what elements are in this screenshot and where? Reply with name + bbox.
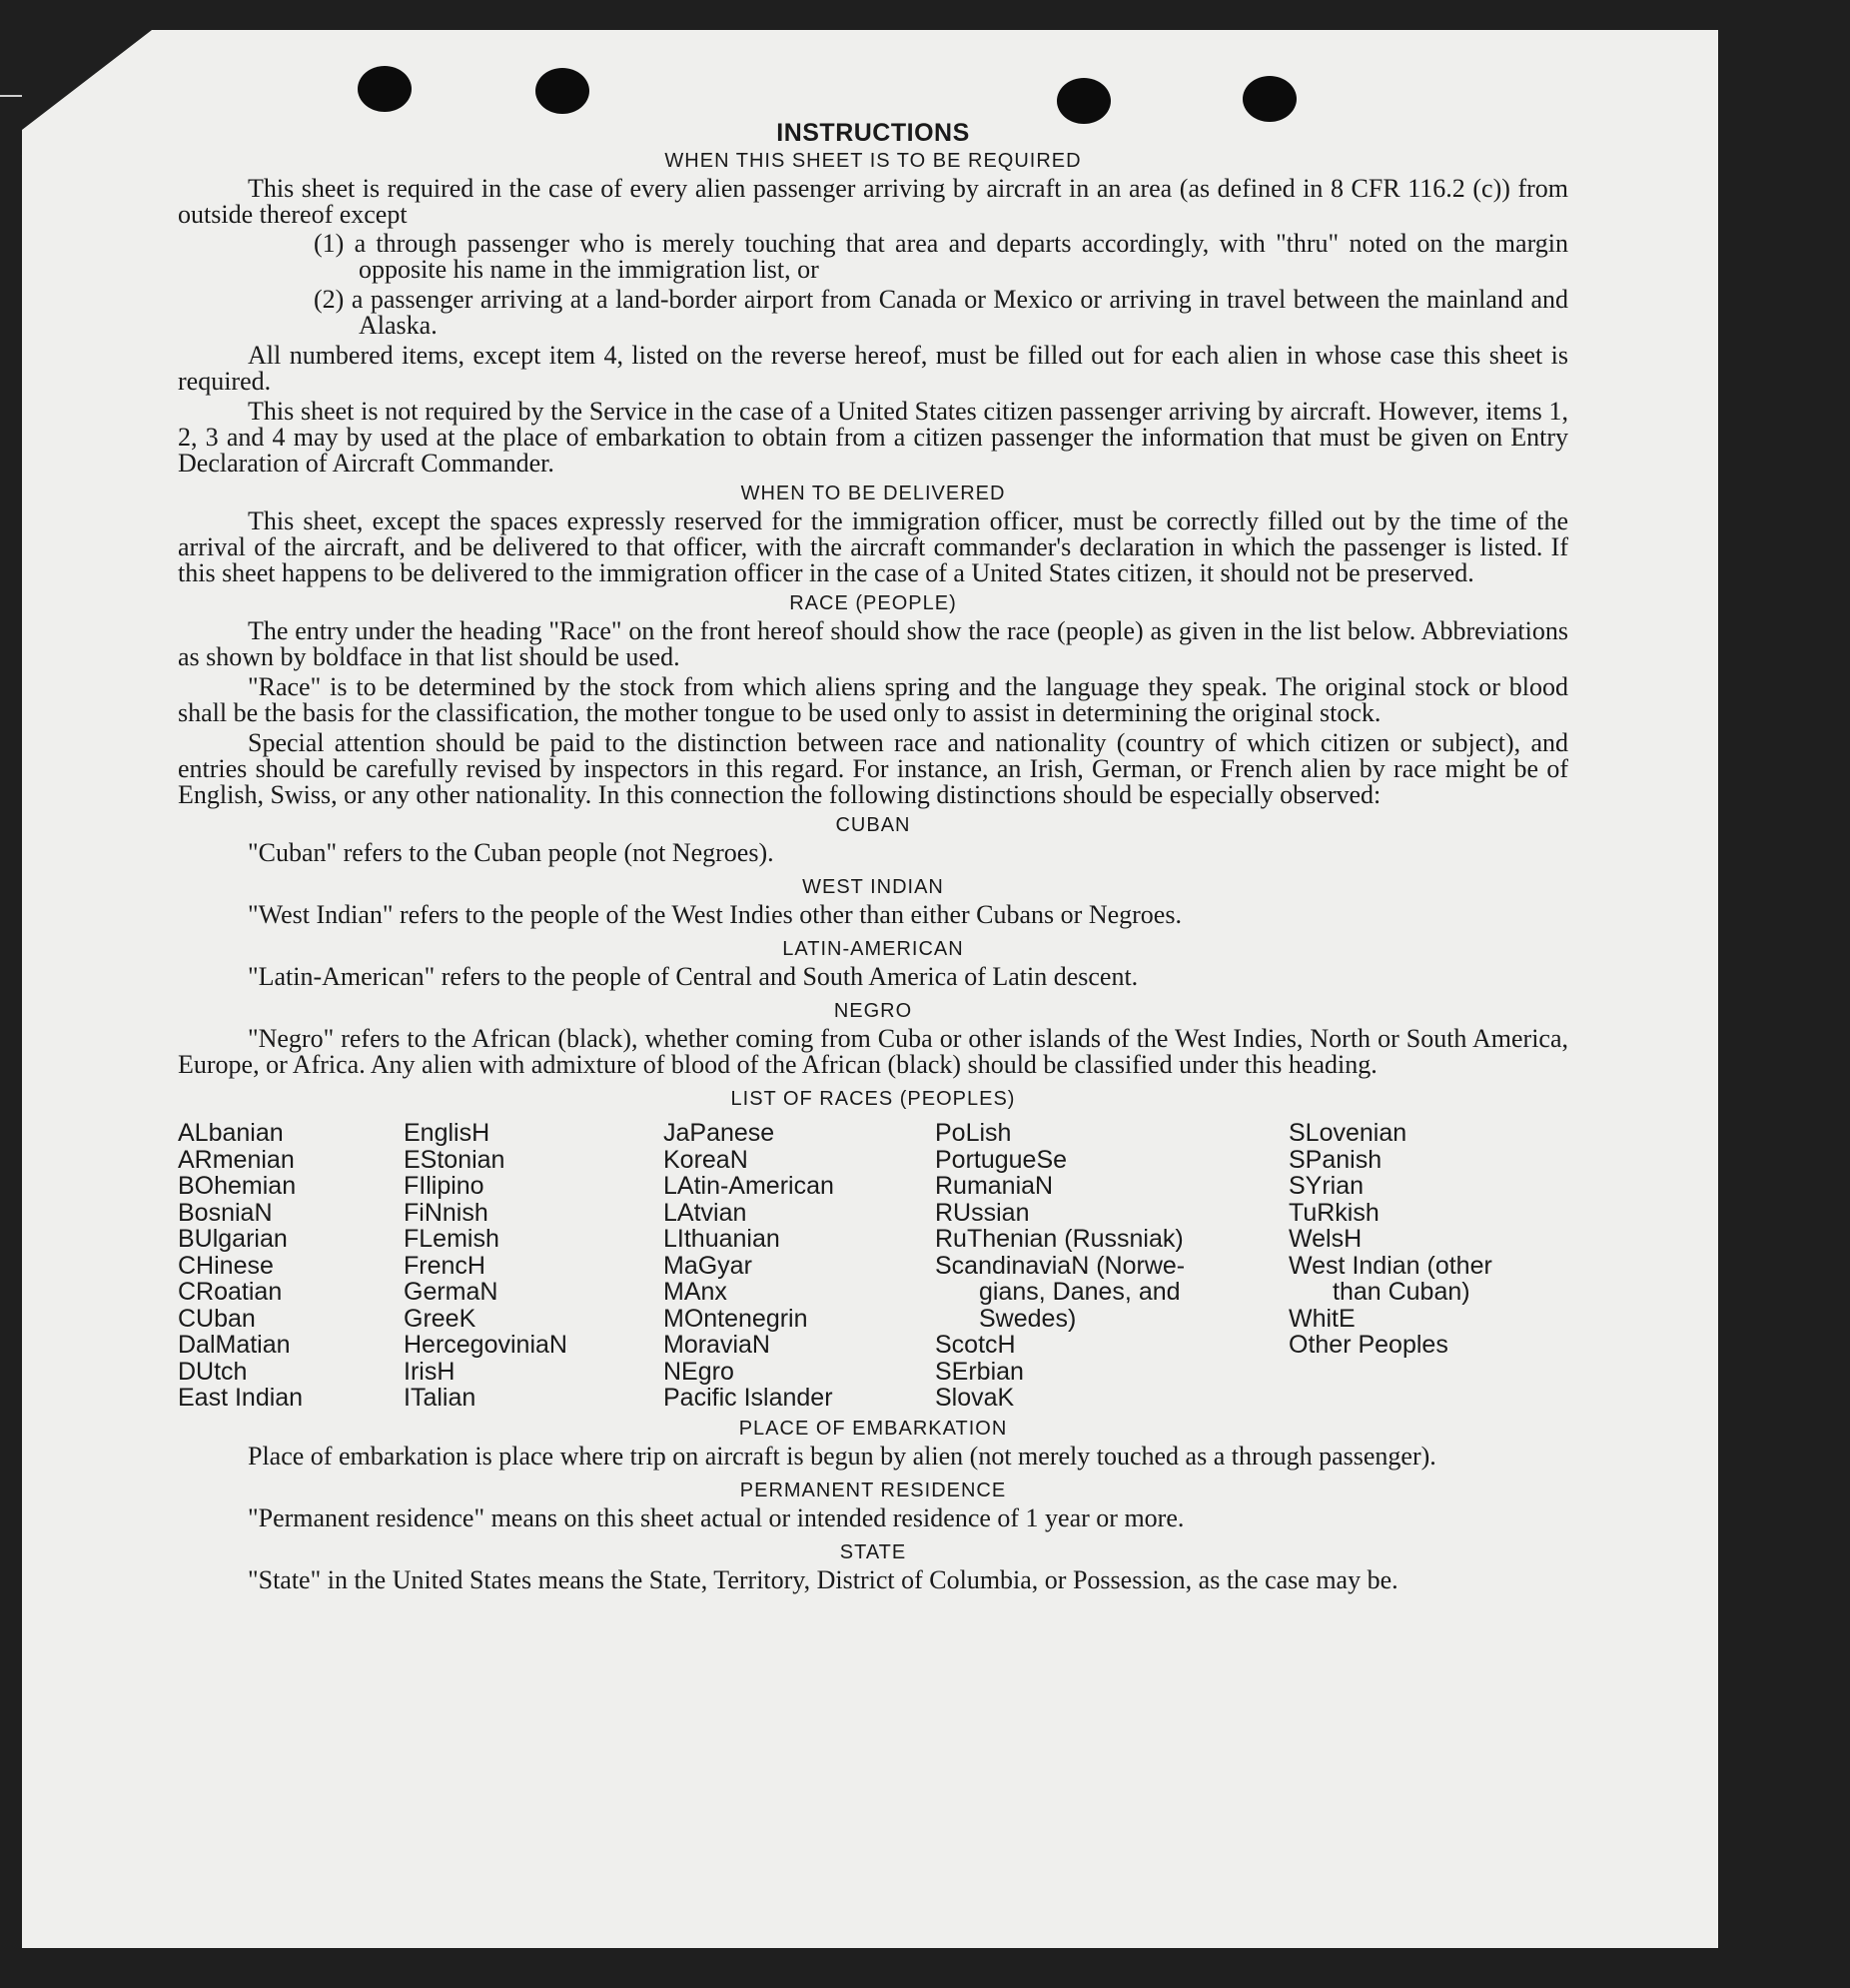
race-entry: CRoatian [178,1278,283,1306]
race-entry: PortugueSe [935,1145,1068,1174]
race-list [178,1120,1568,1412]
punch-hole [358,66,412,112]
paragraph: "Latin-American" refers to the people of Central and South America of Latin descent. [248,962,1139,991]
race-entry: Pacific Islander [663,1384,833,1412]
race-column [1289,1120,1568,1412]
heading-latin-american: LATIN-AMERICAN [782,938,964,960]
race-entry: CUban [178,1304,256,1333]
paragraph: All numbered items, except item 4, listed on the reverse hereof, must be filled out for each alien in whose case this sheet is required. [178,341,1568,396]
race-entry: NEgro [663,1357,734,1386]
race-column [178,1120,404,1412]
race-entry: RuThenian (Russniak) [935,1225,1184,1253]
race-entry: Swedes) [979,1304,1077,1333]
heading-negro: NEGRO [833,1000,913,1022]
race-entry: RUssian [935,1198,1030,1227]
race-entry: MOntenegrin [663,1304,808,1333]
race-entry: PoLish [935,1119,1012,1147]
race-entry: ARmenian [178,1145,295,1174]
paragraph: This sheet is required in the case of every alien passenger arriving by aircraft in an area (as defined in 8 CFR 116.2 (c)) from outside thereof except [178,174,1568,229]
race-entry: ScotcH [935,1331,1016,1359]
race-entry: CHinese [178,1251,274,1280]
paragraph: This sheet is not required by the Service in the case of a United States citizen passenger arriving by aircraft. However, items 1, 2, 3 and 4 may by used at the place of embarkation to obtain from a citizen passenger the information that must be given on Entry Declaration of Aircraft Commander. [178,397,1568,478]
heading-list-of-races: LIST OF RACES (PEOPLES) [730,1088,1016,1110]
race-entry: SlovaK [935,1384,1015,1412]
race-entry: SErbian [935,1357,1024,1386]
instructions-content [178,118,1568,1593]
paragraph: "West Indian" refers to the people of the West Indies other than either Cubans or Negroes. [248,900,1182,929]
margin-mark [0,95,22,97]
race-entry: EnglisH [404,1119,490,1147]
race-entry: BosniaN [178,1198,273,1227]
race-entry: LAtin-American [663,1172,834,1200]
race-entry: gians, Danes, and [979,1278,1181,1306]
paragraph: "Negro" refers to the African (black), whether coming from Cuba or other islands of the West Indies, North or South America, Europe, or Africa. Any alien with admixture of blood of the African (black) should be classified under this heading. [178,1024,1568,1079]
scan-border [1718,0,1850,1988]
exception-item: (1) a through passenger who is merely touching that area and departs accordingly, with "thru" noted on the margin opposite his name in the immigration list, or [314,229,1568,284]
heading-permanent-residence: PERMANENT RESIDENCE [739,1479,1007,1501]
paragraph: "Cuban" refers to the Cuban people (not Negroes). [248,838,774,867]
heading-state: STATE [839,1540,907,1563]
paragraph: Special attention should be paid to the distinction between race and nationality (country of which citizen or subject), and entries should be carefully revised by inspectors in this regard. For instance, an Irish, German, or French alien by race might be of English, Swiss, or any other nationality. In this connection the following distinctions should be especially observed: [178,728,1568,809]
page-title: INSTRUCTIONS [776,119,970,147]
race-entry: SPanish [1289,1145,1383,1174]
paragraph: "State" in the United States means the State, Territory, District of Columbia, or Possession, as the case may be. [248,1564,1398,1594]
race-entry: East Indian [178,1384,304,1412]
race-entry: FiNnish [404,1198,488,1227]
race-entry: GermaN [404,1278,498,1306]
paragraph: "Permanent residence" means on this sheet actual or intended residence of 1 year or more. [248,1502,1185,1532]
race-entry: HercegoviniaN [404,1331,567,1359]
punch-hole [1243,76,1297,122]
heading-race: RACE (PEOPLE) [789,592,957,614]
race-entry: ALbanian [178,1119,284,1147]
race-entry: MaGyar [663,1251,752,1280]
race-column [935,1120,1289,1412]
race-entry: RumaniaN [935,1172,1054,1200]
paragraph: Place of embarkation is place where trip on aircraft is begun by alien (not merely touched as a through passenger). [248,1441,1436,1471]
race-entry: KoreaN [663,1145,748,1174]
race-entry: SYrian [1289,1172,1365,1200]
race-entry: WhitE [1289,1304,1356,1333]
race-entry: MAnx [663,1278,727,1306]
race-entry: FLemish [404,1225,499,1253]
race-entry: SLovenian [1289,1119,1407,1147]
race-entry: TuRkish [1289,1198,1380,1227]
race-column [663,1120,935,1412]
race-entry: ScandinaviaN (Norwe- [935,1251,1186,1280]
heading-when-required: WHEN THIS SHEET IS TO BE REQUIRED [664,150,1082,172]
race-entry: DUtch [178,1357,248,1386]
race-entry: West Indian (other [1289,1251,1492,1280]
heading-embarkation: PLACE OF EMBARKATION [738,1417,1008,1440]
paragraph: The entry under the heading "Race" on the front hereof should show the race (people) as given in the list below. Abbreviations as shown by boldface in that list should be used. [178,616,1568,671]
race-entry: FrencH [404,1251,485,1280]
race-entry: WelsH [1289,1225,1363,1253]
punch-hole [535,68,589,114]
folded-corner [22,30,152,130]
race-column [404,1120,663,1412]
race-entry: IrisH [404,1357,456,1386]
race-entry: BOhemian [178,1172,297,1200]
race-entry: JaPanese [663,1119,775,1147]
heading-west-indian: WEST INDIAN [802,876,944,898]
race-entry: EStonian [404,1145,505,1174]
race-entry: LIthuanian [663,1225,780,1253]
race-entry: ITalian [404,1384,476,1412]
race-entry: FIlipino [404,1172,484,1200]
race-entry: DalMatian [178,1331,291,1359]
exception-item: (2) a passenger arriving at a land-border airport from Canada or Mexico or arriving in travel between the mainland and Alaska. [314,285,1568,340]
race-entry: Other Peoples [1289,1331,1448,1359]
paragraph: "Race" is to be determined by the stock from which aliens spring and the language they speak. The original stock or blood shall be the basis for the classification, the mother tongue to be used only to assist in determining the original stock. [178,672,1568,727]
heading-cuban: CUBAN [835,814,911,836]
race-entry: BUlgarian [178,1225,288,1253]
race-entry: than Cuban) [1333,1278,1470,1306]
race-entry: GreeK [404,1304,476,1333]
paragraph: This sheet, except the spaces expressly reserved for the immigration officer, must be correctly filled out by the time of the arrival of the aircraft, and be delivered to that officer, with the aircraft commander's declaration in which the passenger is listed. If this sheet happens to be delivered to the immigration officer in the case of a United States citizen, it should not be preserved. [178,506,1568,587]
race-entry: MoraviaN [663,1331,770,1359]
heading-when-delivered: WHEN TO BE DELIVERED [740,483,1006,504]
race-entry: LAtvian [663,1198,747,1227]
